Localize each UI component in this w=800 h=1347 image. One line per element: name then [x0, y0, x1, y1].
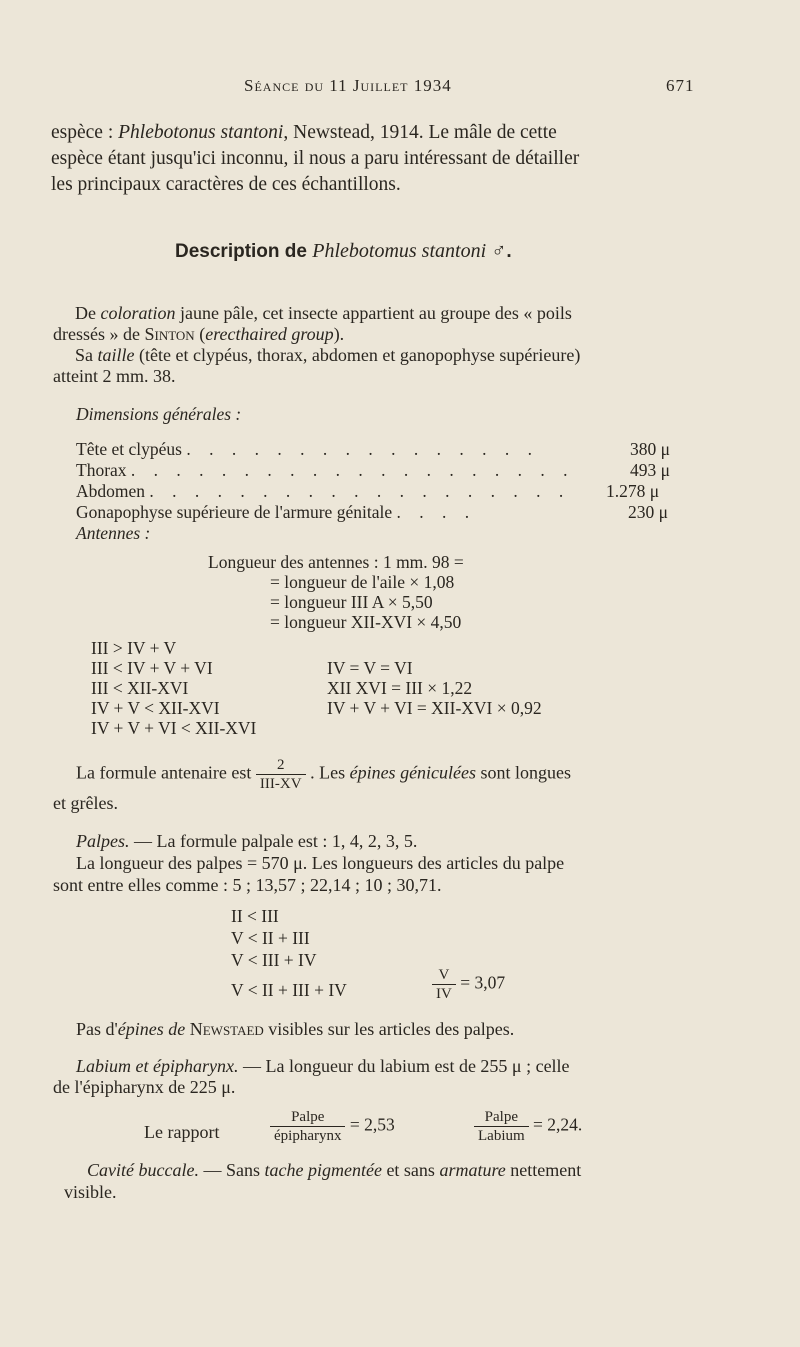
- cavite-line-2: visible.: [64, 1182, 117, 1202]
- rapport-fraction: $\frac{\text{Palpe}}{\text{Labium}}$: [474, 1108, 529, 1145]
- palpes-relation: II < III: [231, 906, 279, 926]
- rapport-fraction: $\frac{\text{Palpe}}{\text{épipharynx}}$: [270, 1108, 345, 1145]
- antennes-relation: XII XVI = III × 1,22: [327, 678, 473, 698]
- formule-antenaire-line: La formule antenaire est $\frac{2}{\text{III-XV}}$ . Les épines géniculées sont longues: [76, 757, 572, 792]
- labium-line-2: de l'épipharynx de 225 μ.: [53, 1077, 236, 1097]
- coloration-line-1: De coloration jaune pâle, cet insecte appartient au groupe des « poils: [75, 303, 572, 323]
- antennes-relation: III < XII-XVI: [91, 678, 189, 698]
- labium-line-1: Labium et épipharynx. — La longueur du labium est de 255 μ ; celle: [76, 1056, 570, 1076]
- dimension-label: Gonapophyse supérieure de l'armure génitale . . . .: [76, 502, 477, 522]
- antennes-length-line: Longueur des antennes : 1 mm. 98 =: [208, 552, 464, 572]
- palpes-ratio: $\frac{V}{IV}$ = 3,07: [432, 966, 505, 1003]
- dimension-label: Tête et clypéus . . . . . . . . . . . . . . . .: [76, 439, 539, 459]
- taille-line-2: atteint 2 mm. 38.: [53, 366, 176, 386]
- dimension-label: Abdomen . . . . . . . . . . . . . . . . . . .: [76, 481, 571, 501]
- section-title: Description de Phlebotomus stantoni ♂.: [175, 240, 512, 262]
- antennes-relation: III < IV + V + VI: [91, 658, 213, 678]
- taille-line-1: Sa taille (tête et clypéus, thorax, abdomen et ganopophyse supérieure): [75, 345, 581, 365]
- antennes-relation: IV + V + VI = XII-XVI × 0,92: [327, 698, 542, 718]
- formule-antenaire-fraction: $\frac{2}{\text{III-XV}}$: [256, 756, 306, 793]
- palpes-relation: V < II + III: [231, 928, 310, 948]
- dimension-label: Thorax . . . . . . . . . . . . . . . . . . . .: [76, 460, 575, 480]
- antennes-length-line: = longueur XII-XVI × 4,50: [270, 612, 462, 632]
- dimension-value: 1.278 μ: [606, 481, 660, 501]
- dimension-value: 230 μ: [628, 502, 669, 522]
- antennes-heading: Antennes :: [76, 523, 151, 543]
- running-title: Séance du 11 Juillet 1934: [244, 76, 452, 95]
- rapport-palpe-labium: $\frac{\text{Palpe}}{\text{Labium}}$ = 2,24.: [474, 1108, 582, 1145]
- dimensions-heading: Dimensions générales :: [76, 404, 242, 424]
- rapport-palpe-epipharynx: $\frac{\text{Palpe}}{\text{épipharynx}}$ = 2,53: [270, 1108, 395, 1145]
- intro-line-1: espèce : Phlebotonus stantoni, Newstead, 1914. Le mâle de cette: [51, 122, 557, 143]
- palpes-line-3: sont entre elles comme : 5 ; 13,57 ; 22,14 ; 10 ; 30,71.: [53, 875, 442, 895]
- antennes-relation: IV = V = VI: [327, 658, 413, 678]
- dimension-value: 380 μ: [630, 439, 671, 459]
- antennes-relation: III > IV + V: [91, 638, 177, 658]
- coloration-line-2: dressés » de Sinton (erecthaired group).: [53, 324, 345, 344]
- antennes-length-line: = longueur de l'aile × 1,08: [270, 572, 455, 592]
- palpes-ratio-fraction: $\frac{V}{IV}$: [432, 966, 456, 1003]
- palpes-relation: V < III + IV: [231, 950, 317, 970]
- palpes-relation: V < II + III + IV: [231, 980, 347, 1000]
- dimension-value: 493 μ: [630, 460, 671, 480]
- antennes-length-line: = longueur III A × 5,50: [270, 592, 433, 612]
- intro-line-2: espèce étant jusqu'ici inconnu, il nous a paru intéressant de détailler: [51, 148, 580, 169]
- palpes-line-2: La longueur des palpes = 570 μ. Les longueurs des articles du palpe: [76, 853, 565, 873]
- intro-line-3: les principaux caractères de ces échantillons.: [51, 174, 401, 195]
- antennes-relation: IV + V < XII-XVI: [91, 698, 220, 718]
- cavite-line-1: Cavité buccale. — Sans tache pigmentée et sans armature nettement: [87, 1160, 582, 1180]
- palpes-spines-line: Pas d'épines de Newstaed visibles sur les articles des palpes.: [76, 1019, 515, 1039]
- antennes-relation: IV + V + VI < XII-XVI: [91, 718, 257, 738]
- rapport-label: Le rapport: [144, 1122, 220, 1142]
- page-number: 671: [666, 76, 695, 95]
- palpes-line-1: Palpes. — La formule palpale est : 1, 4, 2, 3, 5.: [76, 831, 418, 851]
- formule-antenaire-line-2: et grêles.: [53, 793, 118, 813]
